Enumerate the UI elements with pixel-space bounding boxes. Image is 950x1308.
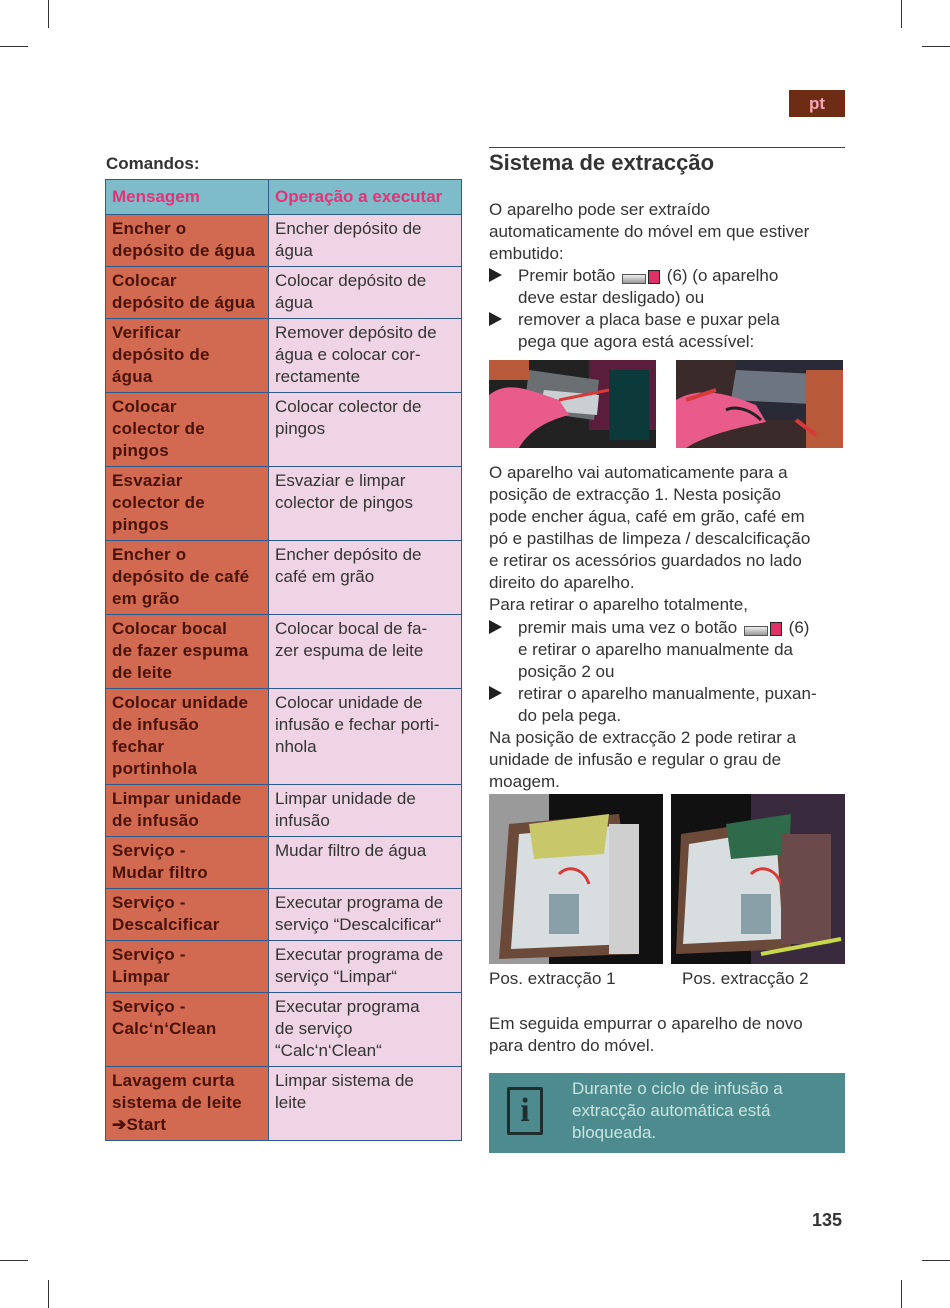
message-cell xyxy=(106,393,269,467)
cell-line: de infusão xyxy=(112,811,200,830)
cell-line: café em grão xyxy=(275,567,375,586)
bullet-press-again xyxy=(489,617,849,683)
message-cell xyxy=(106,993,269,1067)
text-fragment: Premir botão xyxy=(518,266,616,285)
crop-mark xyxy=(48,1280,49,1308)
illustration-position-1 xyxy=(489,794,663,964)
language-tab: pt xyxy=(789,90,845,117)
cell-line: colector de pingos xyxy=(275,493,413,512)
text-line: O aparelho pode ser extraído xyxy=(489,200,711,219)
text-line: extracção automática está xyxy=(572,1101,771,1120)
text-line: e retirar o aparelho manualmente da xyxy=(518,640,793,659)
cell-line: Colocar unidade xyxy=(112,693,249,712)
cell-line: Limpar xyxy=(112,967,170,986)
info-text xyxy=(572,1078,832,1144)
table-row xyxy=(106,215,462,267)
cell-line: Colocar colector de xyxy=(275,397,422,416)
crop-mark xyxy=(901,1280,902,1308)
cell-line: ➔Start xyxy=(112,1115,167,1134)
table-row xyxy=(106,1067,462,1141)
cell-line: Serviço - xyxy=(112,893,186,912)
cell-line: depósito de xyxy=(112,345,210,364)
message-cell xyxy=(106,615,269,689)
crop-mark xyxy=(922,1260,950,1261)
table-row xyxy=(106,837,462,889)
cell-line: Colocar xyxy=(112,397,177,416)
text-line: moagem. xyxy=(489,772,560,791)
text-line: Durante o ciclo de infusão a xyxy=(572,1079,783,1098)
cell-line: depósito de água xyxy=(112,241,255,260)
text-line: Em seguida empurrar o aparelho de novo xyxy=(489,1014,803,1033)
text-line: remover a placa base e puxar pela xyxy=(518,310,780,329)
machine-button-icon xyxy=(622,270,660,284)
operation-cell xyxy=(269,889,462,941)
intro-paragraph xyxy=(489,199,849,265)
text-fragment: (6) (o aparelho xyxy=(666,266,779,285)
text-line: O aparelho vai automaticamente para a xyxy=(489,463,788,482)
cell-line: Calc‘n‘Clean xyxy=(112,1019,217,1038)
push-back-paragraph xyxy=(489,1013,849,1057)
message-cell xyxy=(106,837,269,889)
text-line: unidade de infusão e regular o grau de xyxy=(489,750,782,769)
cell-line: pingos xyxy=(275,419,326,438)
cell-line: infusão e fechar porti- xyxy=(275,715,440,734)
operation-cell xyxy=(269,541,462,615)
message-cell xyxy=(106,785,269,837)
text-line: e retirar os acessórios guardados no lado xyxy=(489,551,802,570)
operation-cell xyxy=(269,215,462,267)
table-row xyxy=(106,541,462,615)
message-cell xyxy=(106,1067,269,1141)
cell-line: Descalcificar xyxy=(112,915,220,934)
operation-cell xyxy=(269,785,462,837)
text-line: direito do aparelho. xyxy=(489,573,635,592)
text-line: automaticamente do móvel em que estiver xyxy=(489,222,810,241)
table-row xyxy=(106,615,462,689)
message-cell xyxy=(106,941,269,993)
illustration-pull-handle-2 xyxy=(676,360,843,448)
cell-line: serviço “Descalcificar“ xyxy=(275,915,442,934)
cell-line: rectamente xyxy=(275,367,361,386)
cell-line: Lavagem curta xyxy=(112,1071,235,1090)
caption-position-2: Pos. extracção 2 xyxy=(682,969,809,988)
table-row xyxy=(106,993,462,1067)
text-fragment: (6) xyxy=(788,618,810,637)
crop-mark xyxy=(922,46,950,47)
cell-line: Executar programa de xyxy=(275,945,444,964)
crop-mark xyxy=(901,0,902,28)
table-row xyxy=(106,393,462,467)
operation-cell xyxy=(269,393,462,467)
cell-line: Encher o xyxy=(112,219,187,238)
text-line: para dentro do móvel. xyxy=(489,1036,655,1055)
operation-cell xyxy=(269,993,462,1067)
message-cell xyxy=(106,889,269,941)
bullet-arrow-icon xyxy=(489,620,502,634)
text-line: deve estar desligado) ou xyxy=(518,288,705,307)
text-line: posição de extracção 1. Nesta posição xyxy=(489,485,782,504)
text-line: Na posição de extracção 2 pode retirar a xyxy=(489,728,797,747)
cell-line: portinhola xyxy=(112,759,198,778)
text-fragment: premir mais uma vez o botão xyxy=(518,618,738,637)
crop-mark xyxy=(0,46,28,47)
message-cell xyxy=(106,319,269,393)
cell-line: Colocar xyxy=(112,271,177,290)
bullet-arrow-icon xyxy=(489,312,502,326)
section-title: Sistema de extracção xyxy=(489,150,715,175)
section-rule xyxy=(489,147,845,148)
cell-line: de infusão xyxy=(112,715,200,734)
cell-line: Esvaziar e limpar xyxy=(275,471,406,490)
cell-line: Limpar unidade de xyxy=(275,789,416,808)
cell-line: Limpar unidade xyxy=(112,789,242,808)
text-line: embutido: xyxy=(489,244,564,263)
table-row xyxy=(106,467,462,541)
text-line: posição 2 ou xyxy=(518,662,615,681)
text-line: pode encher água, café em grão, café em xyxy=(489,507,805,526)
table-row xyxy=(106,785,462,837)
crop-mark xyxy=(0,1260,28,1261)
illustration-position-2 xyxy=(671,794,845,964)
bullet-pull-manually xyxy=(489,683,849,727)
cell-line: Encher depósito de xyxy=(275,545,422,564)
cell-line: “Calc‘n‘Clean“ xyxy=(275,1041,382,1060)
cell-line: fechar xyxy=(112,737,165,756)
operation-cell xyxy=(269,467,462,541)
cell-line: Colocar bocal xyxy=(112,619,228,638)
text-line: pega que agora está acessível: xyxy=(518,332,755,351)
operation-cell xyxy=(269,1067,462,1141)
operation-cell xyxy=(269,689,462,785)
illustration-pull-handle-1 xyxy=(489,360,656,448)
table-row xyxy=(106,689,462,785)
header-operation: Operação a executar xyxy=(269,180,462,215)
operation-cell xyxy=(269,941,462,993)
cell-line: Limpar sistema de xyxy=(275,1071,414,1090)
table-row xyxy=(106,319,462,393)
cell-line: de fazer espuma xyxy=(112,641,249,660)
cell-line: Serviço - xyxy=(112,945,186,964)
operation-cell xyxy=(269,615,462,689)
cell-line: colector de xyxy=(112,493,205,512)
message-cell xyxy=(106,467,269,541)
message-cell xyxy=(106,541,269,615)
cell-line: água xyxy=(112,367,153,386)
cell-line: sistema de leite xyxy=(112,1093,242,1112)
cell-line: Executar programa de xyxy=(275,893,444,912)
commands-table xyxy=(105,179,462,1141)
message-cell xyxy=(106,689,269,785)
cell-line: de serviço xyxy=(275,1019,353,1038)
cell-line: Serviço - xyxy=(112,841,186,860)
bullet-remove-base xyxy=(489,309,849,353)
cell-line: infusão xyxy=(275,811,330,830)
bullet-press-button xyxy=(489,265,849,309)
info-icon: i xyxy=(507,1087,543,1135)
cell-line: Colocar bocal de fa- xyxy=(275,619,428,638)
cell-line: água e colocar cor- xyxy=(275,345,421,364)
bullet-arrow-icon xyxy=(489,686,502,700)
cell-line: Esvaziar xyxy=(112,471,183,490)
cell-line: de leite xyxy=(112,663,173,682)
caption-position-1: Pos. extracção 1 xyxy=(489,969,616,988)
position-2-paragraph xyxy=(489,727,849,793)
text-line: retirar o aparelho manualmente, puxan- xyxy=(518,684,817,703)
message-cell xyxy=(106,215,269,267)
cell-line: Executar programa xyxy=(275,997,420,1016)
cell-line: Colocar unidade de xyxy=(275,693,423,712)
operation-cell xyxy=(269,319,462,393)
text-line: do pela pega. xyxy=(518,706,622,725)
operation-cell xyxy=(269,267,462,319)
table-row xyxy=(106,889,462,941)
cell-line: água xyxy=(275,293,313,312)
cell-line: Verificar xyxy=(112,323,181,342)
text-line: bloqueada. xyxy=(572,1123,657,1142)
cell-line: leite xyxy=(275,1093,307,1112)
cell-line: Encher depósito de xyxy=(275,219,422,238)
text-line: pó e pastilhas de limpeza / descalcificação xyxy=(489,529,811,548)
operation-cell xyxy=(269,837,462,889)
bullet-arrow-icon xyxy=(489,268,502,282)
cell-line: colector de xyxy=(112,419,205,438)
cell-line: Mudar filtro xyxy=(112,863,208,882)
machine-button-icon xyxy=(744,622,782,636)
info-note xyxy=(489,1073,845,1153)
cell-line: Remover depósito de xyxy=(275,323,437,342)
cell-line: Mudar filtro de água xyxy=(275,841,427,860)
cell-line: Colocar depósito de xyxy=(275,271,427,290)
cell-line: em grão xyxy=(112,589,180,608)
text-line: Para retirar o aparelho totalmente, xyxy=(489,595,748,614)
commands-table-body xyxy=(106,215,462,1141)
cell-line: pingos xyxy=(112,515,169,534)
extraction-paragraph xyxy=(489,462,849,616)
cell-line: depósito de água xyxy=(112,293,255,312)
page-number: 135 xyxy=(812,1210,843,1230)
header-message: Mensagem xyxy=(106,180,269,215)
cell-line: Serviço - xyxy=(112,997,186,1016)
cell-line: nhola xyxy=(275,737,317,756)
cell-line: água xyxy=(275,241,313,260)
cell-line: serviço “Limpar“ xyxy=(275,967,397,986)
message-cell xyxy=(106,267,269,319)
table-row xyxy=(106,267,462,319)
commands-heading: Comandos: xyxy=(106,154,200,173)
cell-line: pingos xyxy=(112,441,169,460)
cell-line: Encher o xyxy=(112,545,187,564)
cell-line: depósito de café xyxy=(112,567,250,586)
crop-mark xyxy=(48,0,49,28)
table-row xyxy=(106,941,462,993)
cell-line: zer espuma de leite xyxy=(275,641,424,660)
